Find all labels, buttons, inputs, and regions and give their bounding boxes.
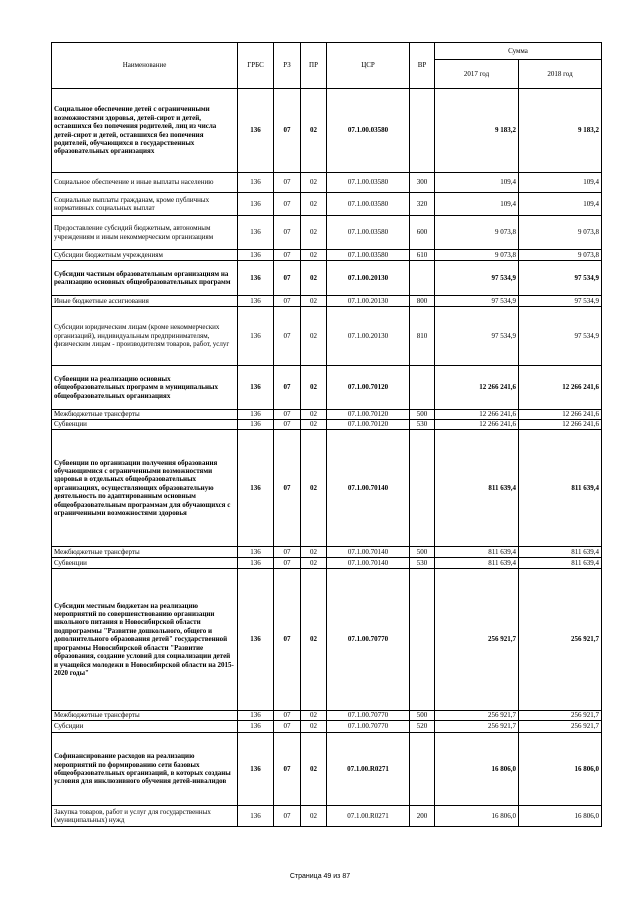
cell-grbs: 136 <box>238 711 274 721</box>
cell-2018: 12 266 241,6 <box>519 410 602 420</box>
cell-pr: 02 <box>301 296 327 307</box>
cell-grbs: 136 <box>238 558 274 569</box>
cell-2017: 109,4 <box>435 173 519 193</box>
cell-grbs: 136 <box>238 420 274 430</box>
cell-grbs: 136 <box>238 173 274 193</box>
cell-name: Межбюджетные трансферты <box>52 547 238 558</box>
table-row <box>52 173 602 193</box>
cell-vr: 200 <box>410 806 435 827</box>
cell-grbs: 136 <box>238 296 274 307</box>
cell-name: Субвенции <box>52 558 238 569</box>
cell-csr: 07.1.00.R0271 <box>327 733 410 806</box>
cell-pr: 02 <box>301 89 327 173</box>
cell-name: Субвенции по организации получения образования обучающимися с ограниченными возможностями здоровья в отдельных общеобразовательных организациях, осуществляющих образовательную деятельность по адаптированным основным общеобразовательным программам для обучающихся с ограниченными возможностями здоровья <box>52 430 238 547</box>
cell-2017: 97 534,9 <box>435 296 519 307</box>
budget-table <box>51 42 602 827</box>
cell-vr: 800 <box>410 296 435 307</box>
cell-name: Субсидии юридическим лицам (кроме некоммерческих организаций), индивидуальным предпринимателям, физическим лицам - производителям товаров, работ, услуг <box>52 307 238 366</box>
header-2017: 2017 год <box>435 60 519 89</box>
cell-name: Социальные выплаты гражданам, кроме публичных нормативных социальных выплат <box>52 193 238 216</box>
cell-2018: 256 921,7 <box>519 569 602 711</box>
table-row <box>52 216 602 250</box>
cell-rz: 07 <box>274 173 301 193</box>
cell-csr: 07.1.00.70770 <box>327 569 410 711</box>
cell-vr <box>410 569 435 711</box>
cell-rz: 07 <box>274 721 301 733</box>
cell-2017: 256 921,7 <box>435 721 519 733</box>
cell-pr: 02 <box>301 569 327 711</box>
cell-vr <box>410 89 435 173</box>
cell-grbs: 136 <box>238 721 274 733</box>
cell-2018: 97 534,9 <box>519 307 602 366</box>
cell-pr: 02 <box>301 410 327 420</box>
cell-pr: 02 <box>301 173 327 193</box>
cell-2017: 12 266 241,6 <box>435 366 519 410</box>
cell-2017: 9 073,8 <box>435 216 519 250</box>
cell-grbs: 136 <box>238 89 274 173</box>
cell-grbs: 136 <box>238 569 274 711</box>
cell-pr: 02 <box>301 721 327 733</box>
cell-2017: 256 921,7 <box>435 711 519 721</box>
cell-2018: 16 806,0 <box>519 806 602 827</box>
header-rz: РЗ <box>274 43 301 89</box>
cell-vr: 500 <box>410 547 435 558</box>
cell-2017: 256 921,7 <box>435 569 519 711</box>
cell-vr: 610 <box>410 250 435 261</box>
cell-vr: 500 <box>410 410 435 420</box>
cell-pr: 02 <box>301 558 327 569</box>
cell-2018: 811 639,4 <box>519 430 602 547</box>
page-number: Страница 49 из 87 <box>289 873 351 880</box>
cell-csr: 07.1.00.R0271 <box>327 806 410 827</box>
cell-name: Предоставление субсидий бюджетным, автономным учреждениям и иным некоммерческим организациям <box>52 216 238 250</box>
cell-2017: 16 806,0 <box>435 806 519 827</box>
cell-2017: 12 266 241,6 <box>435 410 519 420</box>
cell-name: Субвенции на реализацию основных общеобразовательных программ в муниципальных общеобразовательных организациях <box>52 366 238 410</box>
cell-grbs: 136 <box>238 261 274 296</box>
cell-vr: 300 <box>410 173 435 193</box>
cell-csr: 07.1.00.70120 <box>327 420 410 430</box>
cell-pr: 02 <box>301 216 327 250</box>
cell-name: Субвенции <box>52 420 238 430</box>
table-row <box>52 558 602 569</box>
cell-grbs: 136 <box>238 250 274 261</box>
cell-2018: 97 534,9 <box>519 261 602 296</box>
cell-vr: 600 <box>410 216 435 250</box>
cell-2018: 16 806,0 <box>519 733 602 806</box>
cell-grbs: 136 <box>238 547 274 558</box>
cell-rz: 07 <box>274 250 301 261</box>
cell-pr: 02 <box>301 250 327 261</box>
cell-rz: 07 <box>274 558 301 569</box>
cell-pr: 02 <box>301 307 327 366</box>
cell-name: Социальное обеспечение детей с ограниченными возможностями здоровья, детей-сирот и детей, оставшихся без попечения родителей, лиц из числа детей-сирот и детей, оставшихся без попечения родителей, обучающихся в государственных образовательных организациях <box>52 89 238 173</box>
cell-csr: 07.1.00.70770 <box>327 711 410 721</box>
cell-vr <box>410 366 435 410</box>
cell-2018: 109,4 <box>519 193 602 216</box>
cell-rz: 07 <box>274 89 301 173</box>
cell-2017: 109,4 <box>435 193 519 216</box>
table-row <box>52 296 602 307</box>
cell-rz: 07 <box>274 296 301 307</box>
cell-rz: 07 <box>274 806 301 827</box>
cell-vr <box>410 430 435 547</box>
cell-pr: 02 <box>301 430 327 547</box>
table-row <box>52 420 602 430</box>
cell-grbs: 136 <box>238 193 274 216</box>
cell-pr: 02 <box>301 193 327 216</box>
cell-2018: 811 639,4 <box>519 547 602 558</box>
cell-vr: 530 <box>410 420 435 430</box>
table-header <box>52 43 602 89</box>
cell-2017: 811 639,4 <box>435 430 519 547</box>
cell-rz: 07 <box>274 193 301 216</box>
cell-rz: 07 <box>274 307 301 366</box>
header-csr: ЦСР <box>327 43 410 89</box>
table-row <box>52 569 602 711</box>
cell-2017: 97 534,9 <box>435 261 519 296</box>
table-row <box>52 250 602 261</box>
cell-csr: 07.1.00.03580 <box>327 89 410 173</box>
cell-csr: 07.1.00.20130 <box>327 296 410 307</box>
cell-grbs: 136 <box>238 733 274 806</box>
cell-rz: 07 <box>274 410 301 420</box>
header-name: Наименование <box>52 43 238 89</box>
cell-grbs: 136 <box>238 410 274 420</box>
cell-rz: 07 <box>274 733 301 806</box>
cell-2017: 16 806,0 <box>435 733 519 806</box>
cell-2017: 9 183,2 <box>435 89 519 173</box>
cell-rz: 07 <box>274 420 301 430</box>
cell-vr <box>410 261 435 296</box>
table-row <box>52 711 602 721</box>
cell-csr: 07.1.00.70140 <box>327 547 410 558</box>
cell-pr: 02 <box>301 806 327 827</box>
cell-2017: 811 639,4 <box>435 558 519 569</box>
cell-pr: 02 <box>301 547 327 558</box>
cell-vr: 320 <box>410 193 435 216</box>
cell-csr: 07.1.00.03580 <box>327 216 410 250</box>
cell-pr: 02 <box>301 733 327 806</box>
cell-2018: 9 073,8 <box>519 216 602 250</box>
cell-pr: 02 <box>301 420 327 430</box>
cell-rz: 07 <box>274 216 301 250</box>
cell-name: Субсидии бюджетным учреждениям <box>52 250 238 261</box>
table-row <box>52 193 602 216</box>
cell-rz: 07 <box>274 547 301 558</box>
cell-2018: 9 073,8 <box>519 250 602 261</box>
cell-grbs: 136 <box>238 307 274 366</box>
cell-name: Межбюджетные трансферты <box>52 711 238 721</box>
cell-grbs: 136 <box>238 806 274 827</box>
cell-csr: 07.1.00.03580 <box>327 193 410 216</box>
cell-grbs: 136 <box>238 216 274 250</box>
header-pr: ПР <box>301 43 327 89</box>
cell-2017: 811 639,4 <box>435 547 519 558</box>
header-vr: ВР <box>410 43 435 89</box>
header-2018: 2018 год <box>519 60 602 89</box>
cell-2018: 12 266 241,6 <box>519 420 602 430</box>
cell-csr: 07.1.00.20130 <box>327 307 410 366</box>
cell-csr: 07.1.00.70120 <box>327 366 410 410</box>
cell-csr: 07.1.00.03580 <box>327 173 410 193</box>
table-row <box>52 721 602 733</box>
cell-csr: 07.1.00.70770 <box>327 721 410 733</box>
cell-2018: 256 921,7 <box>519 721 602 733</box>
cell-2018: 256 921,7 <box>519 711 602 721</box>
cell-csr: 07.1.00.70120 <box>327 410 410 420</box>
table-row <box>52 547 602 558</box>
table-row <box>52 261 602 296</box>
cell-csr: 07.1.00.70140 <box>327 558 410 569</box>
cell-vr: 810 <box>410 307 435 366</box>
cell-2018: 811 639,4 <box>519 558 602 569</box>
table-row <box>52 733 602 806</box>
header-sum: Сумма <box>435 43 602 60</box>
cell-grbs: 136 <box>238 430 274 547</box>
cell-name: Субсидии частным образовательным организациям на реализацию основных общеобразовательных программ <box>52 261 238 296</box>
cell-name: Субсидии <box>52 721 238 733</box>
cell-2018: 97 534,9 <box>519 296 602 307</box>
header-grbs: ГРБС <box>238 43 274 89</box>
cell-2017: 97 534,9 <box>435 307 519 366</box>
table-row <box>52 410 602 420</box>
table-row <box>52 366 602 410</box>
cell-name: Субсидии местным бюджетам на реализацию мероприятий по совершенствованию организации школьного питания в Новосибирской области подпрограммы "Развитие дошкольного, общего и дополнительного образования детей" государственной программы Новосибирской области "Развитие образования, создание условий для социализации детей и учащейся молодежи в Новосибирской области на 2015-2020 годы" <box>52 569 238 711</box>
cell-vr: 500 <box>410 711 435 721</box>
cell-csr: 07.1.00.03580 <box>327 250 410 261</box>
table-body <box>52 89 602 827</box>
table-row <box>52 806 602 827</box>
table-row <box>52 89 602 173</box>
cell-rz: 07 <box>274 711 301 721</box>
cell-name: Социальное обеспечение и иные выплаты населению <box>52 173 238 193</box>
cell-csr: 07.1.00.70140 <box>327 430 410 547</box>
table-row <box>52 430 602 547</box>
cell-rz: 07 <box>274 261 301 296</box>
cell-rz: 07 <box>274 569 301 711</box>
cell-2017: 9 073,8 <box>435 250 519 261</box>
cell-2018: 12 266 241,6 <box>519 366 602 410</box>
cell-vr: 520 <box>410 721 435 733</box>
cell-rz: 07 <box>274 366 301 410</box>
table-row <box>52 307 602 366</box>
cell-2017: 12 266 241,6 <box>435 420 519 430</box>
cell-pr: 02 <box>301 711 327 721</box>
cell-rz: 07 <box>274 430 301 547</box>
cell-grbs: 136 <box>238 366 274 410</box>
cell-vr: 530 <box>410 558 435 569</box>
cell-pr: 02 <box>301 366 327 410</box>
cell-name: Закупка товаров, работ и услуг для государственных (муниципальных) нужд <box>52 806 238 827</box>
cell-csr: 07.1.00.20130 <box>327 261 410 296</box>
cell-2018: 109,4 <box>519 173 602 193</box>
cell-name: Софинансирование расходов на реализацию мероприятий по формированию сети базовых общеобразовательных организаций, в которых созданы условия для инклюзивного обучения детей-инвалидов <box>52 733 238 806</box>
cell-vr <box>410 733 435 806</box>
cell-pr: 02 <box>301 261 327 296</box>
cell-2018: 9 183,2 <box>519 89 602 173</box>
cell-name: Иные бюджетные ассигнования <box>52 296 238 307</box>
cell-name: Межбюджетные трансферты <box>52 410 238 420</box>
